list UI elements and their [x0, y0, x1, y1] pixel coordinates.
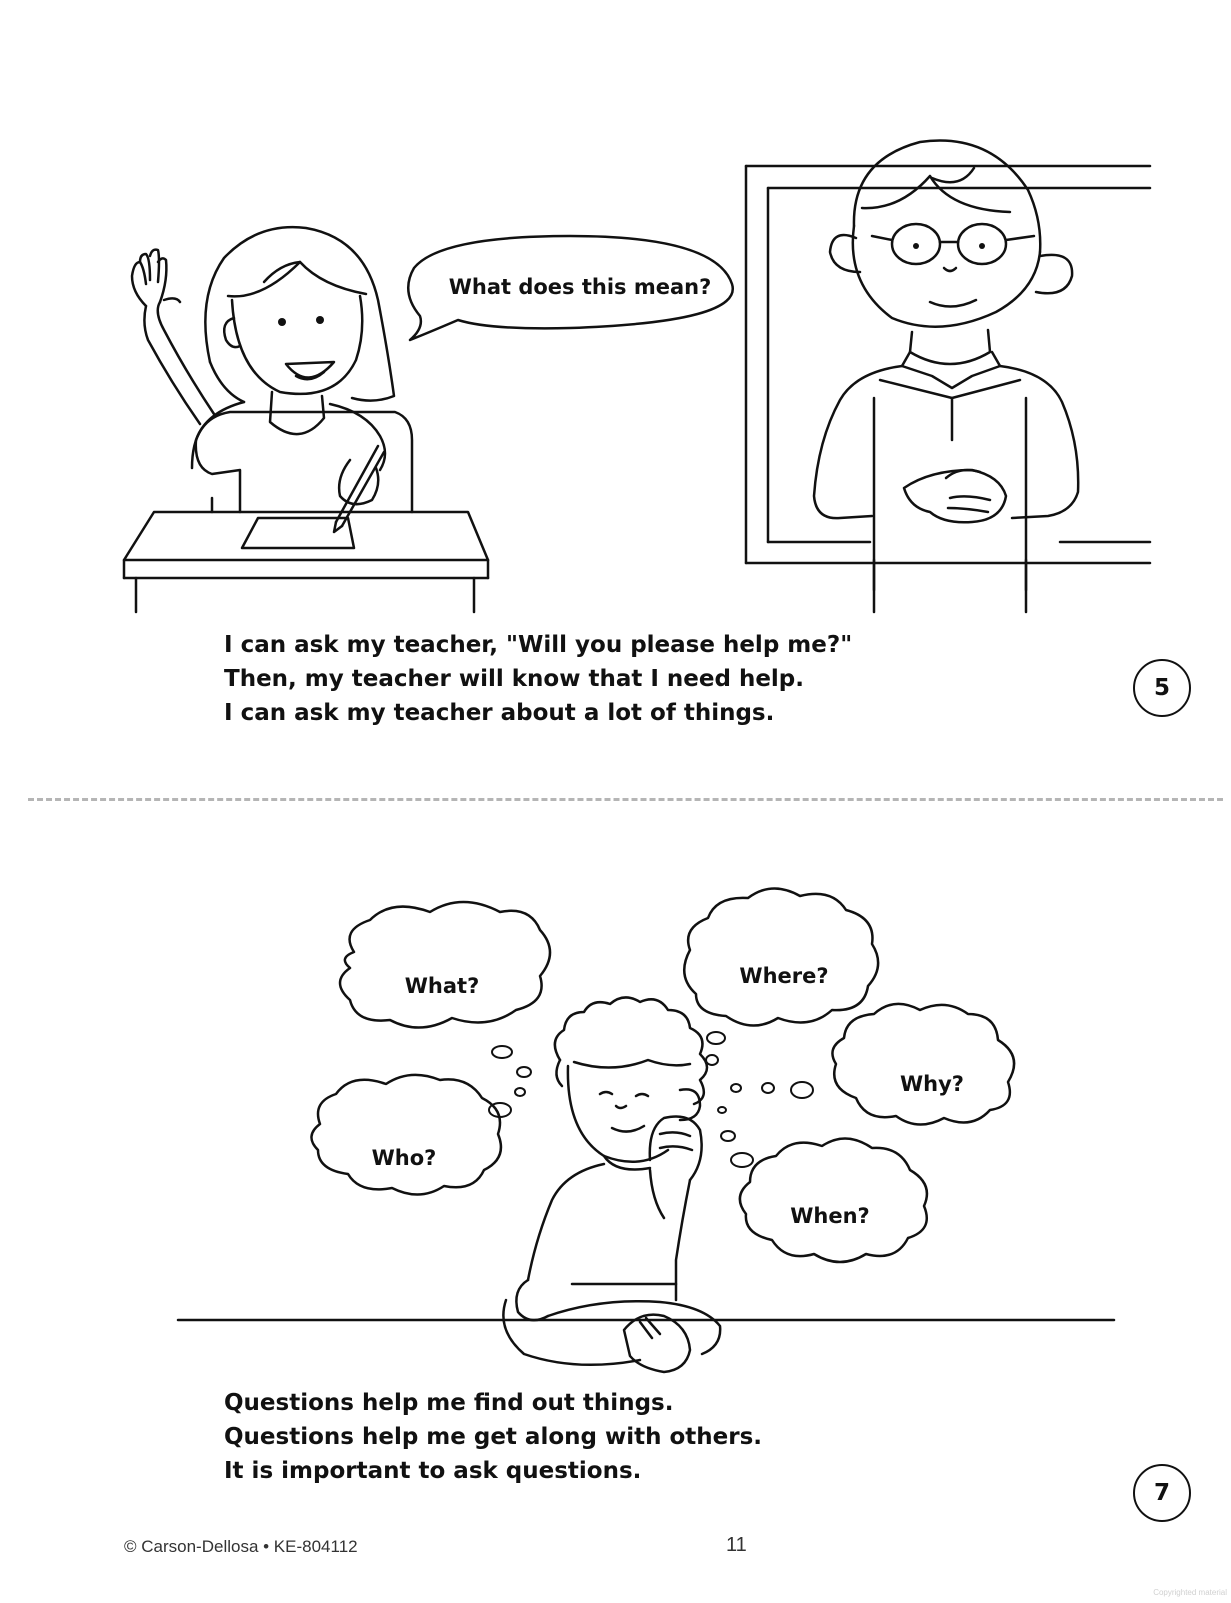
footer-page-number: 11 [726, 1534, 747, 1556]
story-line: Questions help me find out things. [224, 1390, 674, 1416]
story-line: Questions help me get along with others. [224, 1424, 763, 1450]
thought-cloud-what [340, 902, 550, 1028]
copyright-footer: © Carson-Dellosa • KE-804112 [124, 1537, 358, 1556]
story-line: It is important to ask questions. [224, 1458, 642, 1484]
story-line: Then, my teacher will know that I need help. [224, 666, 805, 692]
thought-label-who: Who? [371, 1146, 437, 1170]
thought-cloud-who [311, 1075, 500, 1195]
copyright-watermark: Copyrighted material [1153, 1588, 1227, 1597]
thinking-boy-illustration [178, 997, 1114, 1372]
thought-label-where: Where? [739, 964, 829, 988]
bottom-story-text [224, 1386, 762, 1488]
thought-cloud-where [684, 888, 878, 1025]
thought-cloud-when [740, 1138, 927, 1262]
page-number-badge-5: 5 [1133, 659, 1191, 717]
top-story-text [224, 628, 852, 730]
thought-label-when: When? [790, 1204, 870, 1228]
teacher-illustration [746, 141, 1150, 612]
page-number-badge-7: 7 [1133, 1464, 1191, 1522]
thought-label-why: Why? [900, 1072, 964, 1096]
speech-bubble-text: What does this mean? [448, 275, 712, 299]
thought-label-what: What? [404, 974, 480, 998]
girl-at-desk-illustration [124, 227, 488, 612]
dashed-cut-line [28, 798, 1223, 801]
thought-cloud-why [832, 1004, 1014, 1125]
story-line: I can ask my teacher, "Will you please help me?" [224, 632, 853, 658]
story-line: I can ask my teacher about a lot of things. [224, 700, 775, 726]
